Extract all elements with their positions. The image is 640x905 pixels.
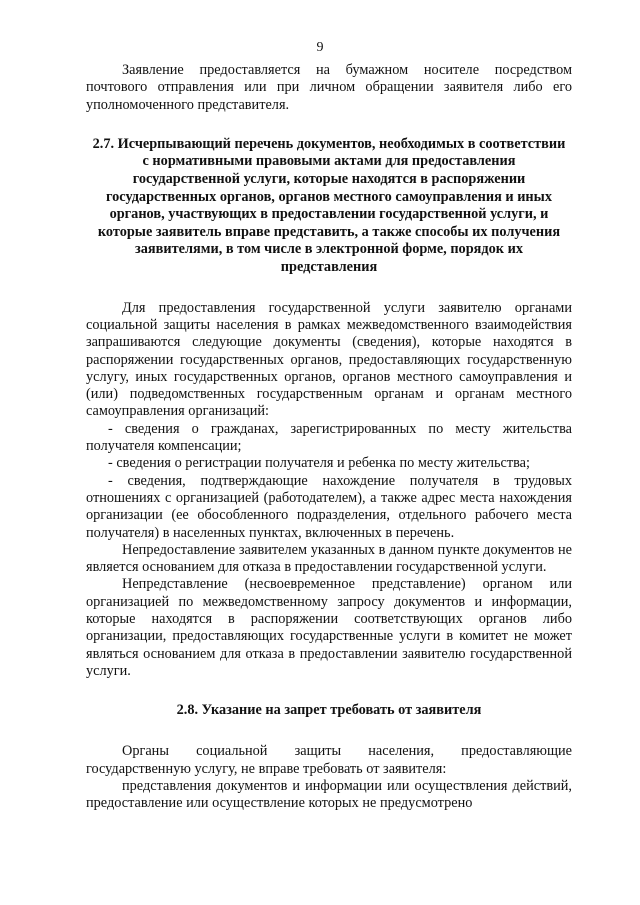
page-number: 9 [316,40,324,55]
intro-paragraph: Заявление предоставляется на бумажном носителе посредством почтового отправления или при личном обращении заявителя либо его уполномоченного представителя. [86,62,572,113]
section-2-7-paragraph-3: Непредставление (несвоевременное представление) органом или организацией по межведомственному запросу документов и информации, которые находятся в распоряжении соответствующих органов либо организации, предоставляющих государственные услуги в комитет не может являться основанием для отказа в предоставлении заявителю государственной услуги. [86,576,572,679]
section-2-8-paragraph-1: Органы социальной защиты населения, предоставляющие государственную услугу, не вправе требовать от заявителя: [86,743,572,777]
list-item: - сведения о регистрации получателя и ребенка по месту жительства; [108,455,530,472]
page-content [86,62,572,813]
section-2-7-paragraph-1: Для предоставления государственной услуги заявителю органами социальной защиты населения в рамках межведомственного взаимодействия запрашиваются следующие документы (сведения), которые находятся в распоряжении государственных органов, предоставляющих государственную услугу, иных государственных органов, органов местного самоуправления и (или) подведомственных государственным органам и органам местного самоуправления организаций: [86,299,572,420]
list-item: - сведения, подтверждающие нахождение получателя в трудовых отношениях с организацией (работодателем), а также адрес места нахождения организации (ее обособленного подразделения, отдельного рабочего места получателя) в населенных пунктах, включенных в перечень. [86,472,572,541]
list-item: - сведения о гражданах, зарегистрированных по месту жительства получателя компенсации; [86,420,572,455]
section-2-7-heading: 2.7. Исчерпывающий перечень документов, необходимых в соответствии с нормативными правовыми актами для предоставления государственной услуги, которые находятся в распоряжении государственных органов, органов местного самоуправления и иных органов, участвующих в предоставлении государственной услуги, и которые заявитель вправе представить, а также способы их получения заявителями, в том числе в электронной форме, порядок их представления [92,135,566,276]
section-2-8-heading: 2.8. Указание на запрет требовать от заявителя [176,702,482,719]
section-2-8-paragraph-2: представления документов и информации или осуществления действий, предоставление или осуществление которых не предусмотрено [86,778,572,812]
section-2-7-paragraph-2: Непредоставление заявителем указанных в данном пункте документов не является основанием для отказа в предоставлении государственной услуги. [86,541,572,576]
